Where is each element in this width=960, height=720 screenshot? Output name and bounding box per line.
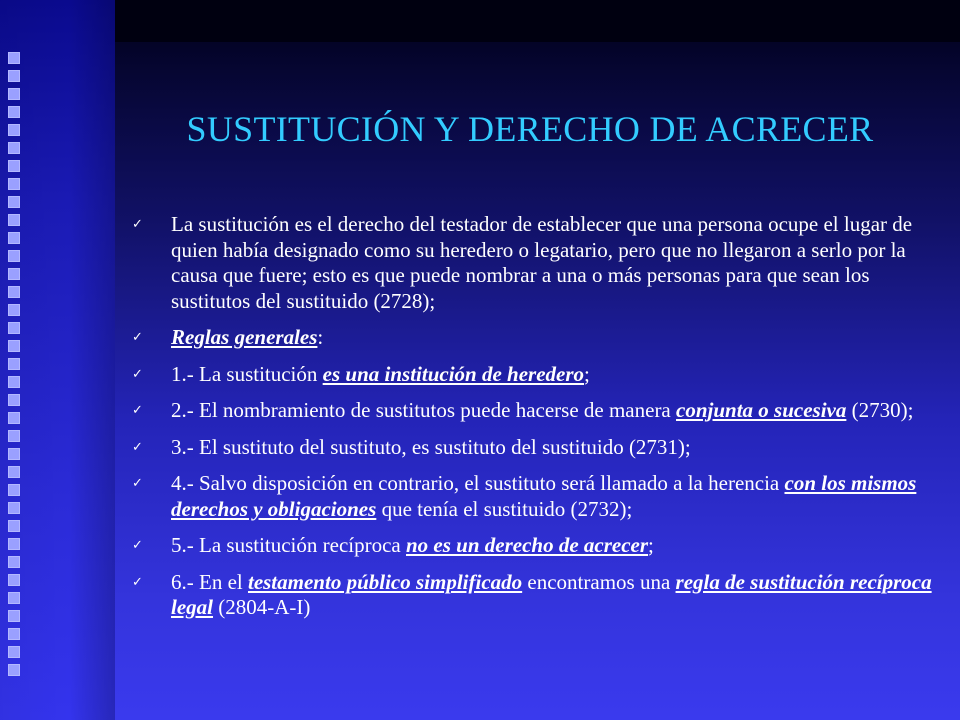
emphasis-text: no es un derecho de acrecer (406, 533, 649, 557)
square-icon (8, 448, 20, 460)
square-icon (8, 196, 20, 208)
square-icon (8, 484, 20, 496)
checkmark-icon: ✓ (132, 574, 143, 590)
square-icon (8, 322, 20, 334)
decorative-squares (8, 52, 22, 682)
checkmark-icon: ✓ (132, 439, 143, 455)
checkmark-icon: ✓ (132, 217, 143, 232)
emphasis-text: testamento público simplificado (247, 569, 523, 594)
square-icon (8, 394, 20, 406)
bullet-text: 4.- Salvo disposición en contrario, el sustituto será llamado a la herencia (171, 471, 785, 495)
square-icon (8, 466, 20, 478)
square-icon (8, 178, 20, 190)
square-icon (8, 268, 20, 280)
bullet-item (132, 325, 932, 351)
square-icon (8, 358, 20, 370)
square-icon (8, 502, 20, 514)
square-icon (8, 538, 20, 550)
checkmark-icon: ✓ (132, 330, 143, 345)
square-icon (8, 88, 20, 100)
bullet-text: (2730); (846, 398, 914, 422)
square-icon (8, 412, 20, 424)
square-icon (8, 124, 20, 136)
bullet-item (132, 471, 932, 522)
emphasis-text: conjunta o sucesiva (676, 398, 847, 422)
left-decorative-band (0, 0, 115, 720)
square-icon (8, 214, 20, 226)
bullet-item (132, 362, 932, 388)
square-icon (8, 430, 20, 442)
bullet-text: 5.- La sustitución recíproca (171, 533, 406, 557)
square-icon (8, 304, 20, 316)
square-icon (8, 52, 20, 64)
square-icon (8, 556, 20, 568)
bullet-text: ; (648, 533, 654, 557)
checkmark-icon: ✓ (132, 366, 143, 382)
bullet-text: 1.- La sustitución (171, 361, 323, 386)
emphasis-text: Reglas generales (171, 325, 318, 349)
bullet-text: (2804-A-I) (213, 595, 311, 619)
bullet-text: : (317, 325, 324, 349)
square-icon (8, 646, 20, 658)
bullet-text: 3.- El sustituto del sustituto, es sustituto del sustituido (2731); (171, 434, 691, 459)
checkmark-icon: ✓ (132, 538, 143, 553)
checkmark-icon: ✓ (132, 403, 143, 418)
square-icon (8, 610, 20, 622)
slide-title: SUSTITUCIÓN Y DERECHO DE ACRECER (186, 109, 874, 149)
square-icon (8, 250, 20, 262)
square-icon (8, 70, 20, 82)
square-icon (8, 340, 20, 352)
square-icon (8, 286, 20, 298)
square-icon (8, 592, 20, 604)
checkmark-icon: ✓ (132, 476, 143, 491)
bullet-item (132, 570, 932, 621)
bullet-item (132, 212, 932, 314)
square-icon (8, 232, 20, 244)
emphasis-text: es una institución de heredero (322, 361, 585, 386)
bullet-text: encontramos una (522, 569, 676, 594)
square-icon (8, 142, 20, 154)
emphasis-text: regla de sustitución recíproca legal (171, 569, 932, 619)
bullet-text: 6.- En el (171, 569, 248, 594)
bullet-text: 2.- El nombramiento de sustitutos puede hacerse de manera (171, 398, 677, 422)
square-icon (8, 664, 20, 676)
bullet-text: que tenía el sustituido (2732); (376, 496, 633, 521)
bullet-text: La sustitución es el derecho del testador de establecer que una persona ocupe el lugar de quien había designado como su heredero o legatario, pero que no llegaron a serlo por la causa que fuere; esto es que puede nombrar a una o más personas para que sean los sustitutos del sustituido (2728); (171, 212, 913, 313)
bullet-item (132, 435, 932, 461)
square-icon (8, 520, 20, 532)
emphasis-text: con los mismos derechos y obligaciones (171, 471, 917, 521)
square-icon (8, 160, 20, 172)
top-dark-bar (115, 0, 960, 42)
square-icon (8, 106, 20, 118)
square-icon (8, 574, 20, 586)
bullet-item (132, 533, 932, 559)
bullet-text: ; (584, 361, 590, 386)
bullet-item (132, 398, 932, 424)
square-icon (8, 628, 20, 640)
bullet-list (132, 212, 932, 632)
square-icon (8, 376, 20, 388)
